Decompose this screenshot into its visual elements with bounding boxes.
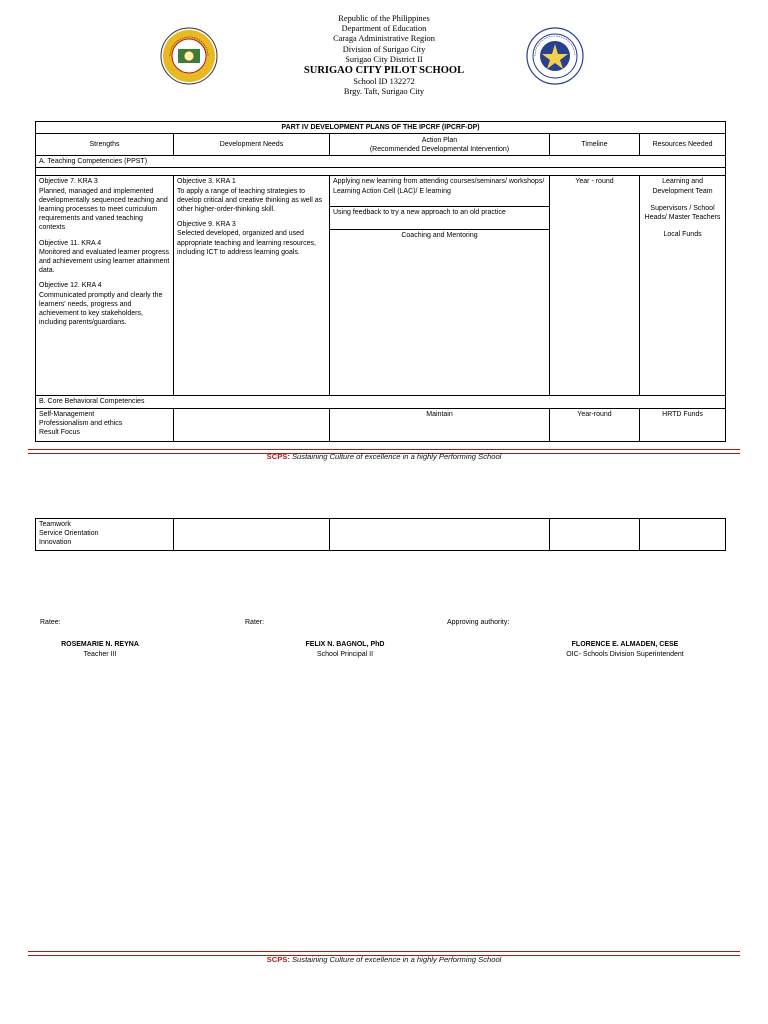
footer-tagline: [0, 955, 768, 964]
action-item-3: Coaching and Mentoring: [401, 232, 478, 240]
ratee-name: ROSEMARIE N. REYNA: [61, 641, 139, 648]
continuation-empty-cell: [640, 519, 726, 551]
header-line-5: Surigao City District II: [345, 54, 423, 64]
strength-1-title: Objective 7. KRA 3: [39, 178, 98, 186]
need-2-body: Selected developed, organized and used appropriate teaching and learning resources, including ICT to address learning goals.: [177, 230, 316, 256]
approving-label: Approving authority:: [447, 619, 510, 626]
core-competencies-cell: [36, 408, 174, 441]
action-item-1: Applying new learning from attending courses/seminars/ workshops/ Learning Action Cell (LAC)/ E learning: [330, 176, 549, 207]
header-line-1: Republic of the Philippines: [338, 14, 430, 23]
core-item-4: Teamwork: [39, 521, 71, 528]
header-line-4: Division of Surigao City: [342, 44, 426, 54]
core-item-1: Self-Management: [39, 410, 95, 418]
rater-name: FELIX N. BAGNOL, PhD: [305, 641, 385, 648]
strength-3-title: Objective 12. KRA 4: [39, 282, 102, 290]
action-plan-cell: [330, 176, 550, 396]
strength-2-body: Monitored and evaluated learner progress and achievement using learner attainment data.: [39, 248, 170, 275]
ratee-block: [30, 641, 170, 658]
section-a-label: A. Teaching Competencies (PPST): [36, 156, 726, 168]
core-timeline-cell: Year-round: [550, 408, 640, 441]
header-strengths: Strengths: [36, 134, 174, 156]
continuation-empty-cell: [550, 519, 640, 551]
continuation-table: [35, 518, 726, 551]
approver-name: FLORENCE E. ALMADEN, CESE: [571, 641, 679, 648]
strengths-cell: [36, 176, 174, 396]
strength-3-body: Communicated promptly and clearly the learners' needs, progress and achievement to key stakeholders, including parents/guardians.: [39, 291, 163, 327]
approver-title: OIC- Schools Division Superintendent: [566, 651, 684, 658]
core-item-5: Service Orientation: [39, 530, 99, 538]
approver-block: [530, 641, 720, 658]
continuation-competencies-cell: [36, 519, 174, 551]
continuation-empty-cell: [330, 519, 550, 551]
action-plan-sublabel: (Recommended Developmental Intervention): [369, 145, 510, 153]
section-spacer: [36, 168, 726, 176]
core-resources-cell: HRTD Funds: [640, 408, 726, 441]
core-item-6: Innovation: [39, 539, 72, 547]
development-plan-table: [35, 121, 726, 442]
action-item-2: Using feedback to try a new approach to an old practice: [330, 207, 549, 230]
school-address: Brgy. Taft, Surigao City: [343, 87, 425, 97]
core-item-3: Result Focus: [39, 429, 80, 437]
resources-cell: [640, 176, 726, 396]
header-line-2: Department of Education: [341, 24, 427, 34]
section-b-label: B. Core Behavioral Competencies: [36, 396, 726, 408]
continuation-empty-cell: [174, 519, 330, 551]
ratee-title: Teacher III: [83, 651, 117, 658]
footer-tagline-text: Sustaining Culture of excellence in a highly Performing School: [291, 955, 502, 964]
resources-item-1: Learning and Development Team: [652, 178, 713, 195]
core-action-cell: Maintain: [330, 408, 550, 441]
school-name: SURIGAO CITY PILOT SCHOOL: [303, 65, 465, 77]
strength-1-body: Planned, managed and implemented developmentally sequenced teaching and learning processes to meet curriculum requirements and varied teaching contexts: [39, 187, 168, 232]
resources-item-2: Supervisors / School Heads/ Master Teachers: [644, 204, 721, 222]
header-action-plan: [330, 134, 550, 156]
core-needs-cell: [174, 408, 330, 441]
footer-scps: SCPS:: [266, 955, 290, 964]
rater-label: Rater:: [245, 619, 265, 626]
need-1-body: To apply a range of teaching strategies to develop critical and creative thinking as well as other higher-order-thinking skill.: [177, 187, 323, 214]
ratee-label: Ratee:: [40, 619, 61, 626]
letterhead: [0, 14, 768, 97]
rater-title: School Principal II: [316, 651, 374, 658]
rater-block: [270, 641, 420, 658]
strength-2-title: Objective 11. KRA 4: [39, 239, 102, 247]
development-needs-cell: [174, 176, 330, 396]
header-resources: Resources Needed: [640, 134, 726, 156]
resources-item-3: Local Funds: [663, 231, 702, 239]
header-timeline: Timeline: [550, 134, 640, 156]
footer-scps: SCPS:: [266, 452, 290, 461]
timeline-cell: Year - round: [550, 176, 640, 396]
need-2-title: Objective 9. KRA 3: [177, 221, 236, 229]
need-1-title: Objective 3. KRA 1: [177, 178, 236, 186]
header-line-3: Caraga Administrative Region: [333, 34, 435, 44]
table-title: PART IV DEVELOPMENT PLANS OF THE IPCRF (IPCRF-DP): [36, 122, 726, 134]
footer-tagline-text: Sustaining Culture of excellence in a highly Performing School: [291, 452, 502, 461]
footer-tagline: [0, 452, 768, 461]
school-id: School ID 132272: [353, 77, 415, 87]
action-plan-label: Action Plan: [421, 136, 458, 144]
header-development-needs: Development Needs: [174, 134, 330, 156]
core-item-2: Professionalism and ethics: [39, 419, 123, 427]
